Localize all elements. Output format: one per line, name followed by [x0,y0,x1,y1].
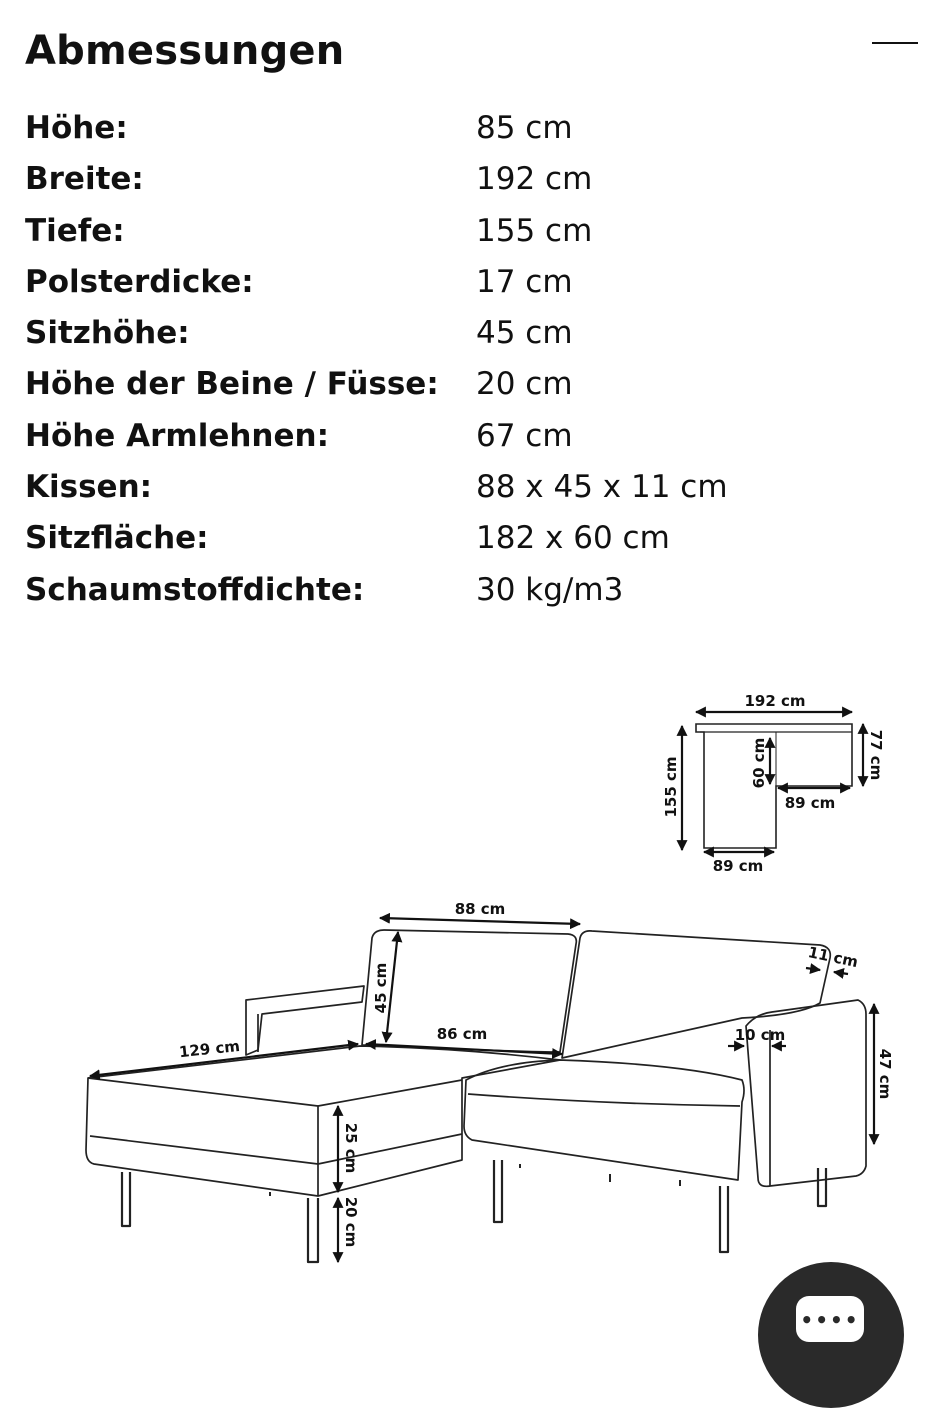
spec-row [25,572,905,623]
cushion-thickness-label: 11 cm [806,943,860,972]
section-title: Abmessungen [25,28,345,74]
cushion-width-label: 88 cm [454,900,506,918]
armrest-width-label: 10 cm [734,1026,786,1044]
spec-value: 192 cm [476,161,593,198]
sofa-perspective-diagram [86,918,874,1262]
chat-dots: •••• [800,1308,860,1332]
spec-row [25,469,905,520]
top-view-outline [696,724,852,848]
armrest-height-label: 47 cm [876,1048,894,1100]
spec-row [25,213,905,264]
spec-label: Höhe: [25,110,128,146]
spec-label: Sitzhöhe: [25,315,190,352]
spec-row [25,264,905,315]
top-back-depth-label: 77 cm [867,729,885,781]
spec-row [25,315,905,366]
sofa-dimension-drawing [0,640,951,1350]
spec-value: 17 cm [476,263,573,300]
spec-label: Breite: [25,161,144,198]
spec-label: Sitzfläche: [25,520,209,557]
cushion-height-label: 45 cm [372,962,390,1014]
top-depth-label: 155 cm [662,756,680,818]
spec-row [25,520,905,571]
seat-width-label: 86 cm [436,1025,488,1043]
minus-icon [872,42,918,44]
spec-value: 85 cm [476,110,573,146]
top-seat-width-label: 89 cm [784,794,836,812]
spec-label: Kissen: [25,469,153,506]
spec-label: Höhe der Beine / Füsse: [25,366,439,403]
spec-row [25,418,905,469]
spec-value: 45 cm [476,315,573,352]
leg-height-label: 20 cm [342,1196,360,1248]
top-seat-depth-label: 60 cm [750,737,768,789]
top-view-diagram [682,712,863,852]
spec-value: 155 cm [476,212,593,249]
spec-value: 20 cm [476,366,573,403]
spec-value: 182 x 60 cm [476,520,670,557]
spec-label: Schaumstoffdichte: [25,571,365,608]
spec-value: 88 x 45 x 11 cm [476,469,728,506]
top-width-label: 192 cm [744,692,806,710]
spec-label: Polsterdicke: [25,263,254,300]
seat-height-label: 25 cm [342,1122,360,1174]
spec-row [25,161,905,212]
collapse-button[interactable] [866,28,922,60]
spec-row [25,110,905,161]
dimensions-list [25,110,905,623]
chaise-length-label: 129 cm [178,1036,241,1062]
spec-label: Tiefe: [25,212,125,249]
top-chaise-width-label: 89 cm [712,857,764,875]
spec-label: Höhe Armlehnen: [25,417,329,454]
spec-value: 30 kg/m3 [476,571,624,608]
chat-button[interactable] [758,1262,904,1408]
spec-row [25,366,905,417]
chat-bubble-icon [796,1296,864,1342]
spec-value: 67 cm [476,417,573,454]
